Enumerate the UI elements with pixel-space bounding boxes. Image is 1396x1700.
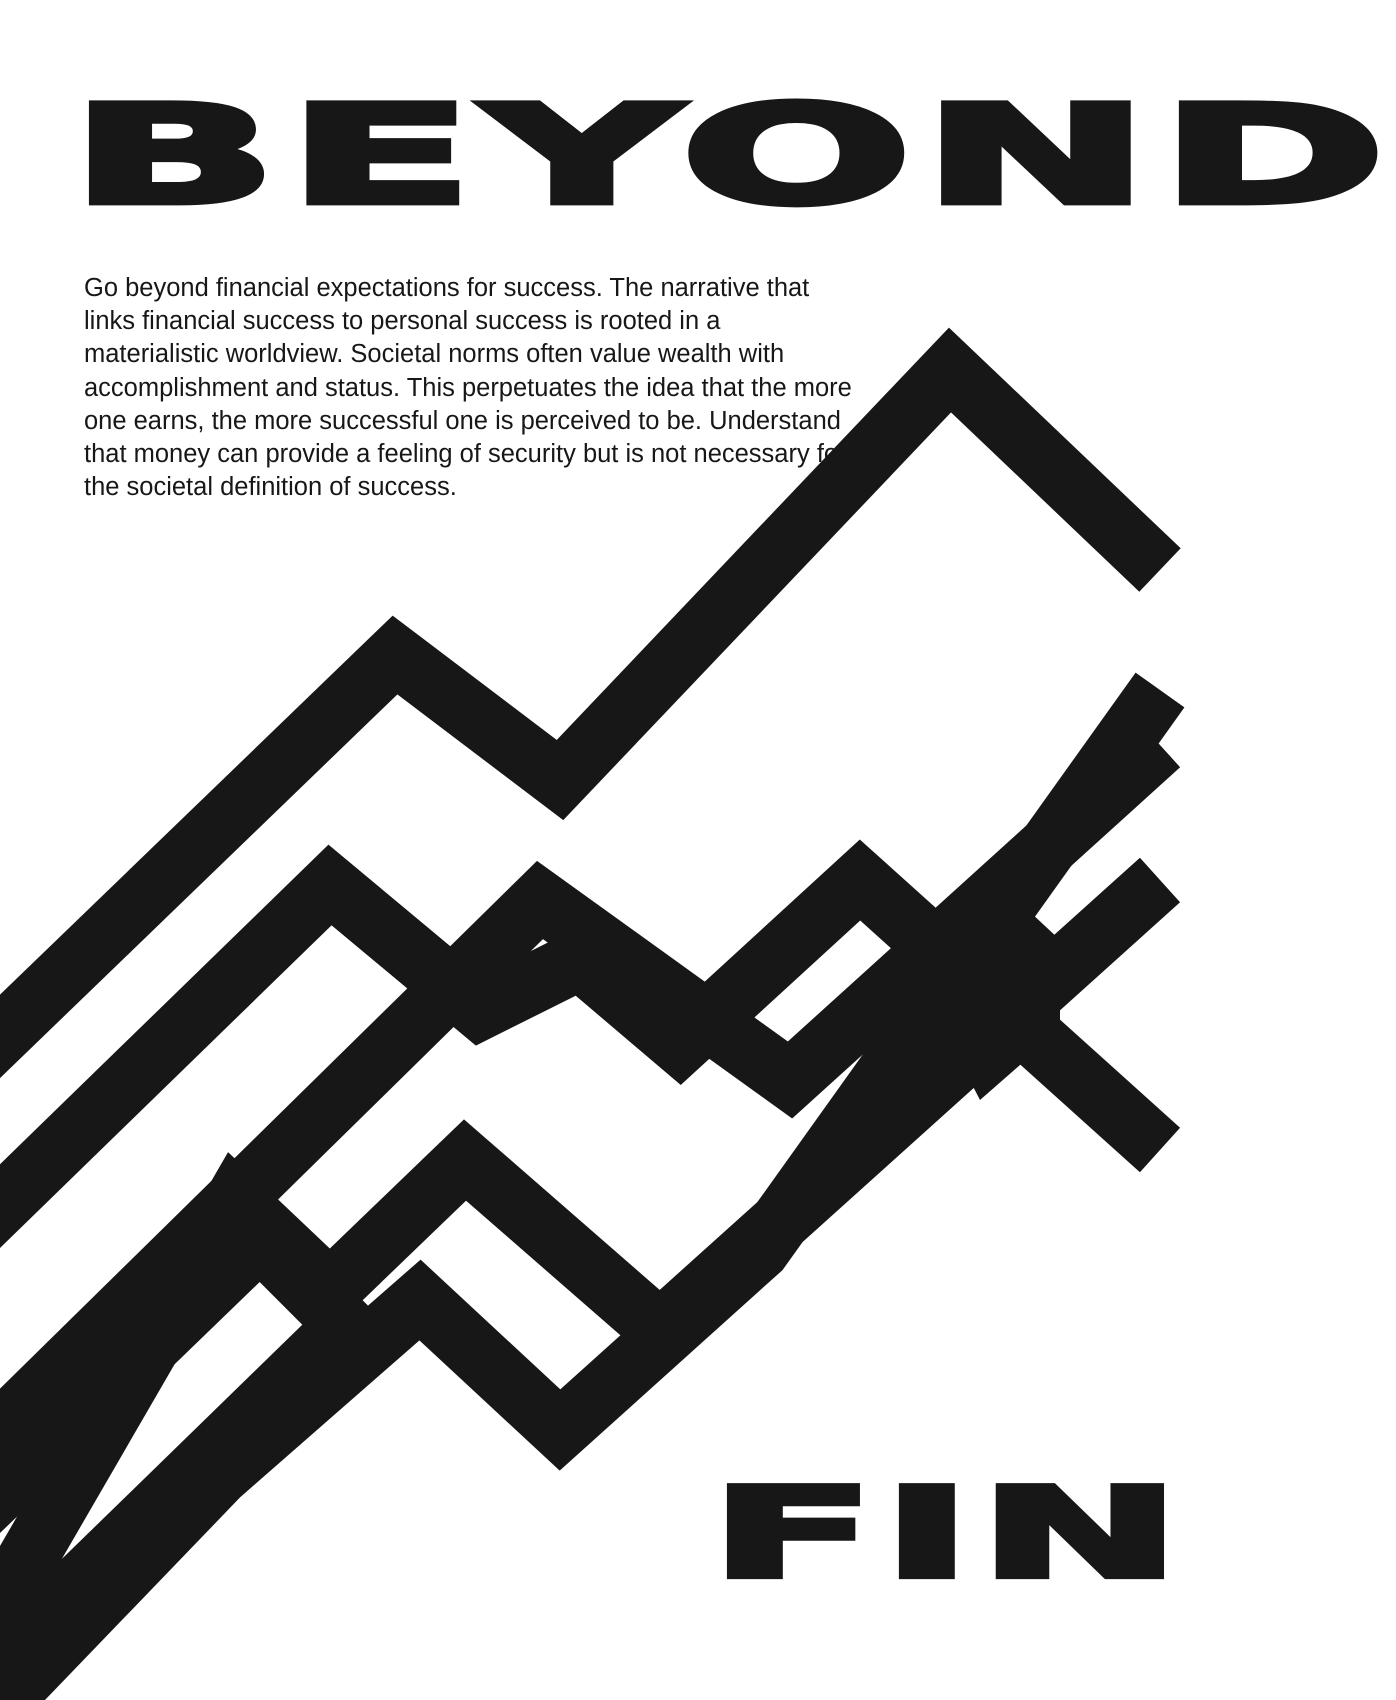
zigzag-line-6 xyxy=(0,1240,345,1700)
footer-word-fin: FIN xyxy=(710,1461,1188,1607)
body-paragraph: Go beyond financial expectations for success. The narrative that links financial success to personal success is rooted in a materialistic worldview. Societal norms often value wealth with accomplishment and status. This perpetuates the idea that the more one earns, the more successful one is perceived to be. Understand that money can provide a feeling of security but is not necessary for the societal definition of success. xyxy=(84,274,852,502)
headline-beyond: BEYOND xyxy=(70,76,1396,236)
